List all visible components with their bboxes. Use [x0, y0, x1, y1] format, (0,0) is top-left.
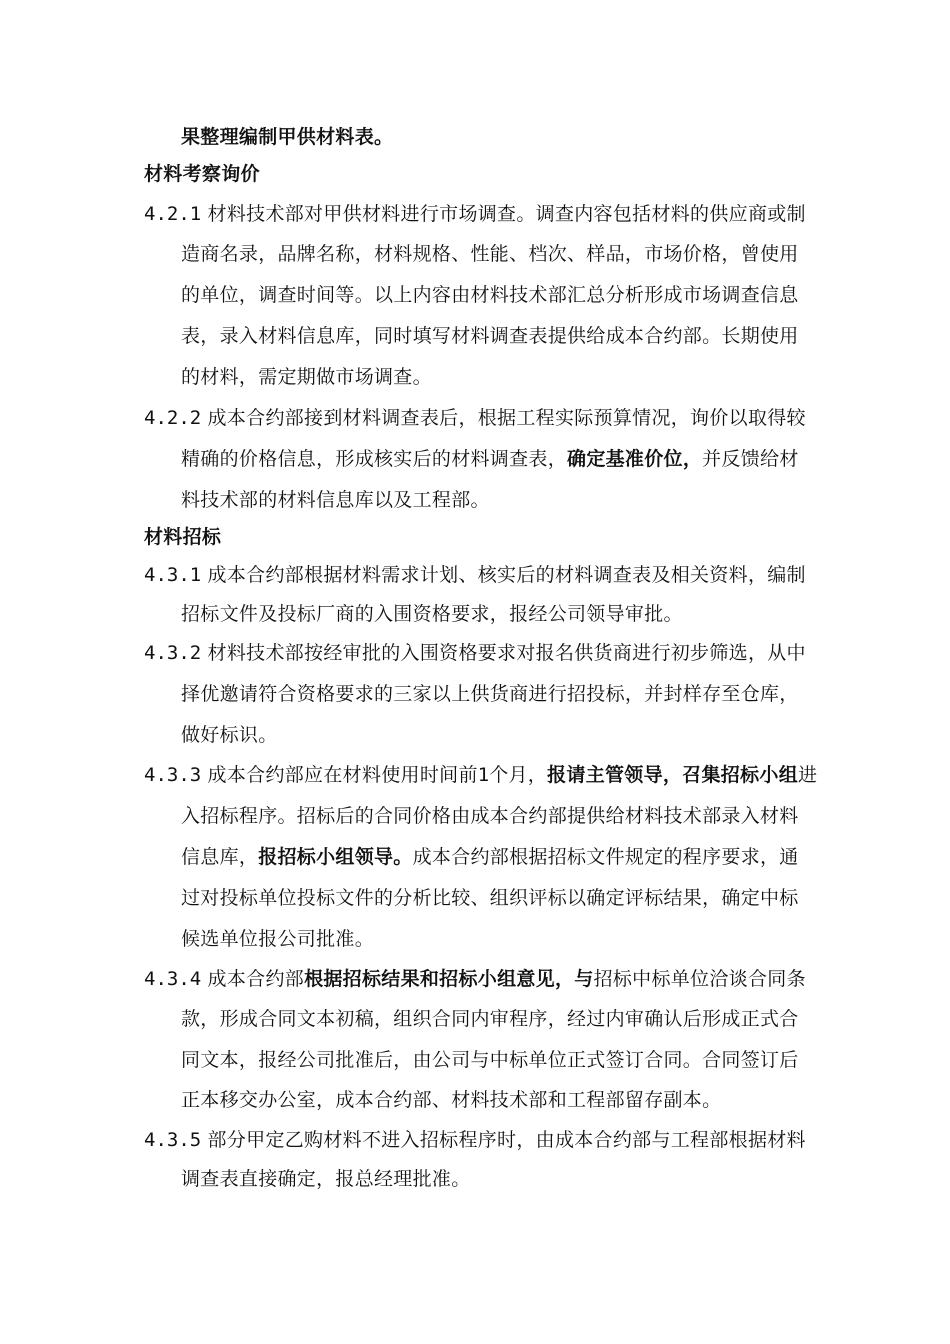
- clause-text: 成本合约部根据材料需求计划、核实后的材料调查表及相关资料，编制: [207, 564, 806, 586]
- clause-text: 成本合约部根据招标文件规定的程序要求，通: [412, 846, 799, 868]
- clause-number: 4.3.2: [144, 642, 202, 664]
- clause-4-2-2: [144, 405, 806, 431]
- clause-4-3-5: [144, 1127, 806, 1153]
- clause-4-2-1-line-5: 的材料，需定期做市场调查。: [181, 366, 432, 388]
- clause-4-3-4-line-4: 正本移交办公室，成本合约部、材料技术部和工程部留存副本。: [181, 1089, 722, 1111]
- clause-text: 成本合约部接到材料调查表后，根据工程实际预算情况，询价以取得较: [207, 407, 806, 429]
- clause-number-value: 1: [477, 764, 490, 786]
- clause-number: 4.3.5: [144, 1129, 202, 1151]
- clause-text: 材料技术部按经审批的入围资格要求对报名供货商进行初步筛选，从中: [207, 642, 806, 664]
- clause-text: 信息库，: [181, 846, 259, 868]
- section-heading-inquiry: 材料考察询价: [144, 163, 260, 185]
- clause-text: 成本合约部应在材料使用时间前: [207, 764, 478, 786]
- clause-4-2-1-line-3: 的单位，调查时间等。以上内容由材料技术部汇总分析形成市场调查信息: [181, 284, 799, 306]
- clause-4-2-1: [144, 201, 806, 227]
- clause-text: 部分甲定乙购材料不进入招标程序时，由成本合约部与工程部根据材料: [207, 1129, 806, 1151]
- clause-4-3-3-line-5: 候选单位报公司批准。: [181, 928, 375, 950]
- clause-emphasis: 报请主管领导，召集招标小组: [547, 764, 799, 786]
- clause-text: 成本合约部: [207, 968, 305, 990]
- clause-4-3-5-line-2: 调查表直接确定，报总经理批准。: [181, 1168, 471, 1190]
- clause-4-3-4: [144, 966, 806, 992]
- clause-text: 并反馈给材: [702, 448, 799, 470]
- clause-number: 4.2.1: [144, 203, 202, 225]
- clause-4-3-1: [144, 562, 806, 588]
- clause-4-2-1-line-4: 表，录入材料信息库，同时填写材料调查表提供给成本合约部。长期使用: [181, 325, 799, 347]
- clause-text: 材料技术部对甲供材料进行市场调查。调查内容包括材料的供应商或制: [207, 203, 806, 225]
- clause-emphasis: 报招标小组领导。: [258, 846, 413, 868]
- clause-text: 招标中标单位洽谈合同条: [593, 968, 806, 990]
- clause-4-3-2-line-2: 择优邀请符合资格要求的三家以上供货商进行招投标，并封样存至仓库，: [181, 683, 799, 705]
- clause-4-3-2: [144, 640, 806, 666]
- clause-text: 个月，: [489, 764, 548, 786]
- clause-text: 精确的价格信息，形成核实后的材料调查表，: [181, 448, 568, 470]
- clause-number: 4.3.1: [144, 564, 202, 586]
- clause-4-3-1-line-2: 招标文件及投标厂商的入围资格要求，报经公司领导审批。: [181, 603, 683, 625]
- clause-text: 进: [798, 764, 818, 786]
- clause-4-2-2-line-3: 料技术部的材料信息库以及工程部。: [181, 489, 490, 511]
- clause-number: 4.3.3: [144, 764, 202, 786]
- clause-4-3-2-line-3: 做好标识。: [181, 724, 278, 746]
- clause-emphasis: 根据招标结果和招标小组意见，与: [304, 968, 594, 990]
- clause-4-3-4-line-2: 款，形成合同文本初稿，组织合同内审程序，经过内审确认后形成正式合: [181, 1008, 799, 1030]
- clause-4-3-3-line-3: [181, 844, 799, 870]
- continuation-text: 果整理编制甲供材料表。: [181, 126, 394, 148]
- clause-4-2-1-line-2: 造商名录，品牌名称，材料规格、性能、档次、样品，市场价格，曾使用: [181, 243, 799, 265]
- clause-4-3-3-line-2: 入招标程序。招标后的合同价格由成本合约部提供给材料技术部录入材料: [181, 805, 799, 827]
- clause-number: 4.3.4: [144, 968, 202, 990]
- clause-4-3-3-line-4: 过对投标单位投标文件的分析比较、组织评标以确定评标结果，确定中标: [181, 887, 799, 909]
- clause-4-2-2-line-2: [181, 446, 799, 472]
- section-heading-bidding: 材料招标: [144, 526, 222, 548]
- clause-number: 4.2.2: [144, 407, 202, 429]
- clause-4-3-3: [144, 762, 817, 788]
- clause-4-3-4-line-3: 同文本，报经公司批准后，由公司与中标单位正式签订合同。合同签订后: [181, 1049, 799, 1071]
- clause-emphasis: 确定基准价位，: [567, 448, 703, 470]
